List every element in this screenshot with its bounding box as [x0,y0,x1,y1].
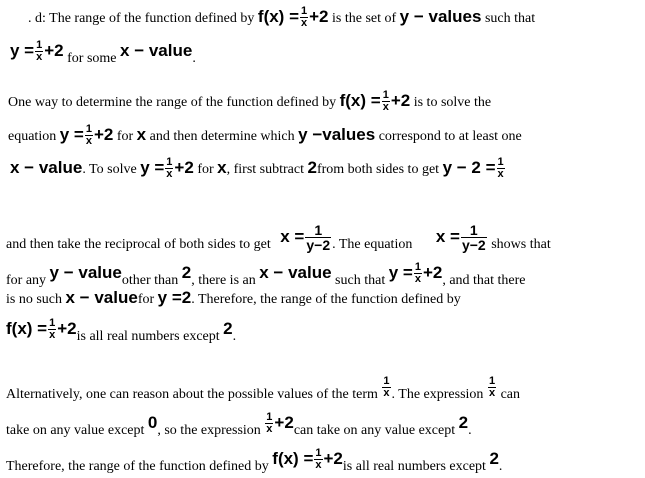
text: for any [6,272,47,288]
one-over-x: $\frac{1}{x}$ [383,375,390,399]
text: from both sides to get [316,161,440,177]
period: . [232,328,237,344]
text: for [116,128,134,144]
text: is no such [6,292,62,307]
text: , first subtract [226,161,304,177]
x-variable: x [217,157,227,177]
p2-line4 [6,223,551,252]
text: is all real numbers except [342,458,486,474]
text: . d: The range of the function defined by [28,10,255,26]
text: is to solve the [413,94,492,110]
y-expression: y = $\frac{1}{x}$ +2 [59,123,114,147]
text: for [197,161,214,177]
text: One way to determine the range of the function defined by [8,94,337,110]
two-constant: 2 [307,157,317,177]
text: , and that there [442,272,526,288]
p2-line5 [6,261,526,288]
zero-constant: 0 [147,412,158,432]
text: can [500,386,520,402]
p2-line7 [6,317,237,344]
one-over-x-plus-2: $\frac{1}{x}$ +2 [266,411,294,435]
y-expression: y = $\frac{1}{x}$ +2 [10,39,64,63]
text: for some [67,50,117,66]
text: is the set of [332,10,397,26]
text: such that [335,272,386,288]
text: Alternatively, one can reason about the possible values of the term [6,386,378,402]
y-value-term: y − value [49,262,122,282]
x-value-term: x − value [120,40,193,60]
text: such that [484,10,536,26]
x-value-term: x − value [10,157,83,177]
x-value-term: x − value [65,288,138,307]
period: . [192,50,196,66]
text: . To solve [82,161,137,177]
y-expression: y = $\frac{1}{x}$ +2 [140,156,194,180]
p2-line1 [8,90,491,113]
p1-line1 [28,6,535,29]
period: . [498,458,503,474]
y-values-term: y −values [298,124,376,144]
text: shows that [491,236,551,252]
p3-line3 [6,447,503,474]
text: . The expression [391,386,484,402]
two-constant: 2 [223,318,233,338]
text: is all real numbers except [76,328,220,344]
text: . The equation [332,236,413,252]
text: other than [121,272,179,288]
fx-expression: f(x) = $\frac{1}{x}$ +2 [257,5,329,29]
text: take on any value except [6,422,145,438]
two-constant: 2 [181,262,192,282]
p2-line3 [10,157,506,180]
p2-line6 [6,290,461,308]
p3-line2 [6,411,472,438]
text: correspond to at least one [378,128,522,144]
x-expression: x = $\frac{1}{y-2}$ [280,222,331,253]
y-values-term: y − values [399,6,482,26]
text: can take on any value except [293,422,456,438]
fx-expression: f(x) = $\frac{1}{x}$ +2 [6,317,77,341]
two-constant: 2 [458,412,469,432]
period: . [468,422,472,438]
text: equation [8,128,57,144]
x-expression: x = $\frac{1}{y-2}$ [435,222,486,253]
one-over-x: $\frac{1}{x}$ [488,375,496,399]
text: , so the expression [157,422,261,438]
y-equals-2: y =2 [157,288,192,307]
text: Therefore, the range of the function defined by [6,458,269,474]
fx-expression: f(x) = $\frac{1}{x}$ +2 [339,89,411,113]
x-value-term: x − value [259,262,332,282]
x-variable: x [136,124,147,144]
text: for [137,292,155,307]
y-minus-2-expression: y − 2 = $\frac{1}{x}$ [442,156,504,180]
text: and then determine which [149,128,295,144]
text: and then take the reciprocal of both sides to get [6,236,271,252]
p1-line2 [10,39,196,66]
text: , there is an [191,272,256,288]
y-expression: y = $\frac{1}{x}$ +2 [388,261,443,285]
text: . Therefore, the range of the function defined by [191,292,461,307]
p3-line1 [6,375,520,402]
p2-line2 [8,124,522,147]
two-constant: 2 [489,448,499,468]
fx-expression: f(x) = $\frac{1}{x}$ +2 [272,447,343,471]
